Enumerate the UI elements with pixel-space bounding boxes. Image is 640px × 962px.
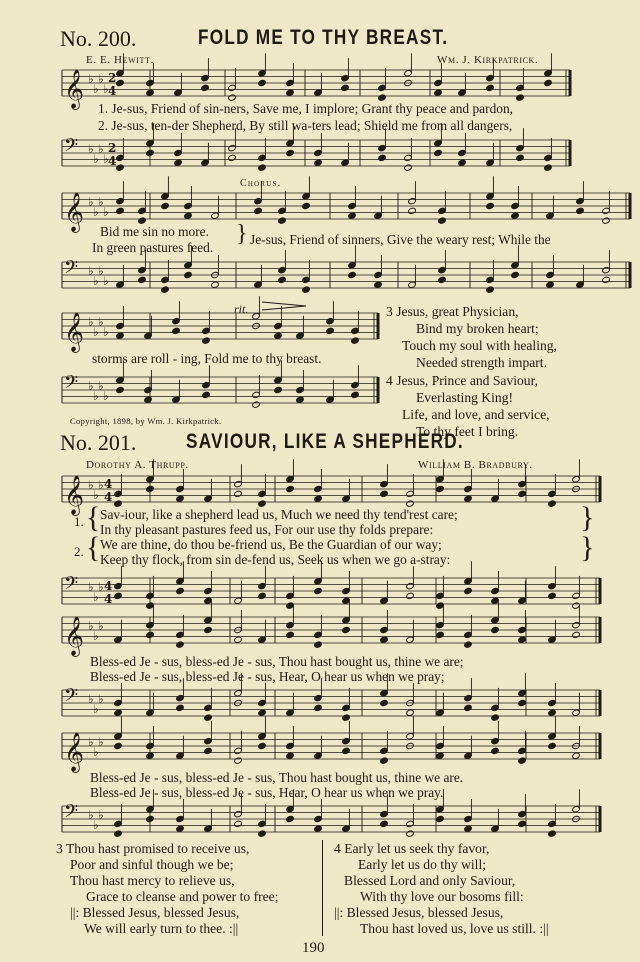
note-head — [176, 825, 185, 832]
note-head — [116, 164, 125, 171]
flat-sign: ♭ — [93, 324, 99, 339]
note-head — [486, 286, 495, 293]
verse-number: 1. — [74, 514, 84, 529]
note-head — [436, 752, 445, 759]
treble-clef: 𝄞 — [64, 475, 85, 515]
note-head — [380, 820, 389, 827]
note-head — [146, 149, 155, 156]
hymn-title: FOLD ME TO THY BREAST. — [198, 26, 449, 49]
note-head — [436, 485, 445, 492]
note-head — [548, 830, 557, 837]
note-head — [380, 490, 389, 497]
flat-sign: ♭ — [103, 273, 109, 288]
brace: } — [580, 501, 595, 534]
hymn-author: E. E. Hewitt. — [86, 54, 154, 66]
note-head — [548, 742, 557, 749]
note-head — [486, 84, 495, 91]
note-head — [201, 84, 210, 91]
note-head — [202, 391, 211, 398]
note-head — [348, 271, 357, 278]
note-head — [436, 815, 445, 822]
time-signature: 2 — [108, 141, 117, 155]
brace: { — [86, 501, 101, 534]
note-head — [434, 149, 443, 156]
flat-sign: ♭ — [88, 478, 94, 493]
note-head — [342, 747, 351, 754]
treble-clef: 𝄞 — [64, 69, 85, 109]
hymn-title: SAVIOUR, LIKE A SHEPHERD. — [186, 430, 464, 453]
note-head — [342, 714, 351, 721]
note-head — [116, 207, 125, 214]
note-head — [341, 84, 350, 91]
note-head — [234, 636, 243, 643]
note-head — [184, 212, 193, 219]
flat-sign: ♭ — [93, 388, 99, 403]
note-head — [518, 699, 527, 706]
note-head — [548, 709, 557, 716]
note-head — [518, 490, 527, 497]
flat-sign: ♭ — [98, 735, 104, 750]
tempo-marking: rit. — [234, 302, 249, 316]
note-head — [286, 149, 295, 156]
bass-clef: 𝄢 — [64, 685, 79, 711]
time-signature: 4 — [108, 84, 117, 98]
flat-sign: ♭ — [98, 315, 104, 330]
note-head — [114, 742, 123, 749]
note-head — [464, 825, 473, 832]
flat-sign: ♭ — [88, 619, 94, 634]
note-head — [438, 276, 447, 283]
lyric-line: Keep thy flock, from sin de-fend us, Seek us when we go a-stray: — [100, 552, 451, 567]
note-head — [572, 631, 581, 638]
note-head — [544, 164, 553, 171]
stanza-line: Blessed Lord and only Saviour, — [344, 873, 516, 888]
note-head — [516, 154, 525, 161]
note-head — [172, 327, 181, 334]
bass-clef: 𝄢 — [64, 257, 79, 283]
flat-sign: ♭ — [98, 580, 104, 595]
hymn-composer: Wm. J. Kirkpatrick. — [437, 54, 539, 66]
note-head — [326, 327, 335, 334]
lyric-line: Bless-ed Je - sus, bless-ed Je - sus, Hear, O hear us when we pray; — [90, 669, 445, 684]
flat-sign: ♭ — [98, 264, 104, 279]
flat-sign: ♭ — [98, 808, 104, 823]
verse-number: 2. — [74, 544, 84, 559]
flat-sign: ♭ — [88, 735, 94, 750]
stanza-line: Early let us do thy will; — [358, 857, 486, 872]
note-head — [274, 332, 283, 339]
note-head — [458, 159, 467, 166]
note-head — [258, 164, 267, 171]
note-head — [252, 401, 261, 408]
stanza-line: Poor and sinful though we be; — [70, 857, 234, 872]
note-head — [314, 587, 323, 594]
note-head — [184, 271, 193, 278]
note-head — [406, 592, 415, 599]
flat-sign: ♭ — [103, 151, 109, 166]
note-head — [602, 276, 611, 283]
flat-sign: ♭ — [93, 81, 99, 96]
time-signature: 4 — [104, 592, 113, 606]
note-head — [544, 79, 553, 86]
hymn-author: Dorothy A. Thrupp. — [86, 459, 189, 471]
flat-sign: ♭ — [103, 324, 109, 339]
flat-sign: ♭ — [88, 315, 94, 330]
time-signature: 2 — [108, 71, 117, 85]
note-head — [491, 626, 500, 633]
lyric-line: Bless-ed Je - sus, bless-ed Je - sus, Hear, O hear us when we pray. — [90, 785, 444, 800]
note-head — [314, 159, 323, 166]
stanza-line: Grace to cleanse and power to free; — [86, 889, 279, 904]
lyric-line: 1. Je-sus, Friend of sin-ners, Save me, I implore; Grant thy peace and pardon, — [98, 101, 513, 116]
stanza-line: Everlasting King! — [416, 390, 514, 405]
bass-clef: 𝄢 — [64, 573, 79, 599]
hymn-number: No. 201. — [60, 430, 137, 455]
note-head — [518, 757, 527, 764]
flat-sign: ♭ — [93, 628, 99, 643]
note-head — [486, 202, 495, 209]
note-head — [138, 276, 147, 283]
time-signature: 4 — [104, 579, 113, 593]
note-head — [296, 396, 305, 403]
note-head — [204, 747, 213, 754]
flat-sign: ♭ — [88, 264, 94, 279]
time-signature: 4 — [108, 154, 117, 168]
note-head — [176, 641, 185, 648]
treble-clef: 𝄞 — [64, 732, 85, 772]
note-head — [380, 757, 389, 764]
note-head — [176, 587, 185, 594]
stanza-line: 3 Jesus, great Physician, — [386, 304, 519, 319]
hymn-number: No. 200. — [60, 26, 137, 51]
note-head — [380, 636, 389, 643]
note-head — [464, 641, 473, 648]
note-head — [546, 281, 555, 288]
note-head — [314, 641, 323, 648]
note-head — [408, 207, 417, 214]
note-head — [258, 79, 267, 86]
note-head — [464, 495, 473, 502]
bass-clef: 𝄢 — [64, 135, 79, 161]
note-head — [342, 626, 351, 633]
stanza-line: Bind my broken heart; — [416, 321, 539, 336]
stanza-line: 4 Jesus, Prince and Saviour, — [386, 373, 538, 388]
note-head — [511, 212, 520, 219]
note-head — [146, 815, 155, 822]
treble-clef: 𝄞 — [64, 312, 85, 352]
note-head — [116, 332, 125, 339]
stanza-line: Needed strength impart. — [416, 355, 547, 370]
note-head — [204, 626, 213, 633]
note-head — [406, 830, 415, 837]
note-head — [176, 495, 185, 502]
note-head — [491, 714, 500, 721]
stanza-line: Touch my soul with healing, — [402, 338, 557, 353]
flat-sign: ♭ — [88, 72, 94, 87]
note-head — [374, 281, 383, 288]
flat-sign: ♭ — [98, 379, 104, 394]
stanza-line: Thou hast mercy to relieve us, — [70, 873, 235, 888]
stanza-line: 4 Early let us seek thy favor, — [334, 841, 490, 856]
flat-sign: ♭ — [93, 204, 99, 219]
lyric-line: In green pastures feed. — [92, 240, 214, 255]
note-head — [146, 485, 155, 492]
note-head — [314, 704, 323, 711]
time-signature: 4 — [104, 477, 113, 491]
time-signature: 4 — [104, 490, 113, 504]
treble-clef: 𝄞 — [64, 616, 85, 656]
note-head — [234, 757, 243, 764]
note-head — [548, 500, 557, 507]
note-head — [348, 212, 357, 219]
flat-sign: ♭ — [93, 273, 99, 288]
note-head — [438, 217, 447, 224]
note-head — [116, 79, 125, 86]
flat-sign: ♭ — [98, 619, 104, 634]
flat-sign: ♭ — [88, 142, 94, 157]
flat-sign: ♭ — [88, 692, 94, 707]
brace: } — [236, 221, 248, 247]
flat-sign: ♭ — [98, 692, 104, 707]
note-head — [146, 89, 155, 96]
note-head — [602, 217, 611, 224]
note-head — [161, 202, 170, 209]
note-head — [258, 742, 267, 749]
flat-sign: ♭ — [103, 388, 109, 403]
note-head — [254, 207, 263, 214]
note-head — [436, 631, 445, 638]
treble-clef: 𝄞 — [64, 192, 85, 232]
note-head — [146, 752, 155, 759]
stanza-line: 3 Thou hast promised to receive us, — [56, 841, 250, 856]
note-head — [274, 386, 283, 393]
note-head — [144, 396, 153, 403]
flat-sign: ♭ — [88, 580, 94, 595]
brace: { — [86, 531, 101, 564]
lyric-line: Bless-ed Je - sus, bless-ed Je - sus, Thou hast bought us, thine we are. — [90, 770, 464, 785]
flat-sign: ♭ — [98, 72, 104, 87]
note-head — [404, 164, 413, 171]
chorus-label: Chorus. — [240, 178, 282, 189]
lyric-line: In thy pleasant pastures feed us, For our use thy folds prepare: — [100, 522, 434, 537]
note-head — [314, 495, 323, 502]
flat-sign: ♭ — [103, 204, 109, 219]
note-head — [258, 592, 267, 599]
stanza-line: We will early turn to thee. :|| — [84, 921, 239, 936]
bass-clef: 𝄢 — [64, 801, 79, 827]
brace: } — [580, 531, 595, 564]
hymn-composer: William B. Bradbury. — [418, 459, 533, 471]
flat-sign: ♭ — [93, 151, 99, 166]
stanza-line: ||: Blessed Jesus, blessed Jesus, — [70, 905, 240, 920]
note-head — [351, 391, 360, 398]
lyric-line: Sav-iour, like a shepherd lead us, Much we need thy tend'rest care; — [100, 507, 458, 522]
note-head — [351, 337, 360, 344]
note-head — [258, 709, 267, 716]
note-head — [204, 714, 213, 721]
flat-sign: ♭ — [93, 589, 99, 604]
note-head — [234, 490, 243, 497]
note-head — [511, 271, 520, 278]
note-head — [176, 704, 185, 711]
note-head — [161, 286, 170, 293]
note-head — [464, 587, 473, 594]
lyric-line: Bid me sin no more. — [100, 224, 209, 239]
note-head — [114, 830, 123, 837]
flat-sign: ♭ — [93, 817, 99, 832]
note-head — [146, 631, 155, 638]
note-head — [286, 485, 295, 492]
lyric-line: We are thine, do thou be-friend us, Be the Guardian of our way; — [100, 537, 442, 552]
note-head — [491, 747, 500, 754]
note-head — [572, 752, 581, 759]
note-head — [314, 825, 323, 832]
note-head — [286, 752, 295, 759]
note-head — [202, 337, 211, 344]
note-head — [576, 207, 585, 214]
note-head — [278, 276, 287, 283]
note-head — [302, 202, 311, 209]
flat-sign: ♭ — [98, 195, 104, 210]
note-head — [114, 592, 123, 599]
stanza-line: To thy feet I bring. — [416, 424, 519, 439]
flat-sign: ♭ — [98, 142, 104, 157]
lyric-line: Bless-ed Je - sus, bless-ed Je - sus, Thou hast bought us, thine we are; — [90, 654, 464, 669]
flat-sign: ♭ — [88, 379, 94, 394]
note-head — [434, 89, 443, 96]
note-head — [228, 154, 237, 161]
page-number: 190 — [302, 940, 325, 956]
note-head — [548, 592, 557, 599]
flat-sign: ♭ — [98, 478, 104, 493]
note-head — [406, 709, 415, 716]
note-head — [278, 217, 287, 224]
note-head — [286, 815, 295, 822]
flat-sign: ♭ — [88, 195, 94, 210]
copyright-note: Copyright, 1898, by Wm. J. Kirkpatrick. — [70, 416, 222, 426]
lyric-line: 2. Je-sus, ten-der Shepherd, By still wa-ters lead; Shield me from all dangers, — [98, 118, 513, 133]
stanza-line: Life, and love, and service, — [402, 407, 550, 422]
lyric-line: storms are roll - ing, Fold me to thy breast. — [92, 351, 322, 366]
note-head — [518, 820, 527, 827]
note-head — [116, 386, 125, 393]
note-head — [286, 89, 295, 96]
note-head — [464, 704, 473, 711]
flat-sign: ♭ — [93, 744, 99, 759]
decrescendo-mark — [262, 302, 306, 310]
note-head — [258, 830, 267, 837]
flat-sign: ♭ — [103, 81, 109, 96]
note-head — [114, 709, 123, 716]
note-head — [378, 154, 387, 161]
note-head — [211, 281, 220, 288]
note-head — [518, 636, 527, 643]
note-head — [380, 699, 389, 706]
flat-sign: ♭ — [93, 701, 99, 716]
stanza-line: Thou hast loved us, love us still. :|| — [360, 921, 549, 936]
flat-sign: ♭ — [93, 487, 99, 502]
note-head — [516, 94, 525, 101]
flat-sign: ♭ — [88, 808, 94, 823]
stanza-line: With thy love our bosoms fill: — [360, 889, 524, 904]
lyric-line: Je-sus, Friend of sinners, Give the weary rest; While the — [250, 232, 551, 247]
stanza-line: ||: Blessed Jesus, blessed Jesus, — [334, 905, 504, 920]
note-head — [174, 159, 183, 166]
bass-clef: 𝄢 — [64, 372, 79, 398]
note-head — [234, 820, 243, 827]
note-head — [286, 631, 295, 638]
divider — [322, 840, 323, 936]
note-head — [302, 286, 311, 293]
